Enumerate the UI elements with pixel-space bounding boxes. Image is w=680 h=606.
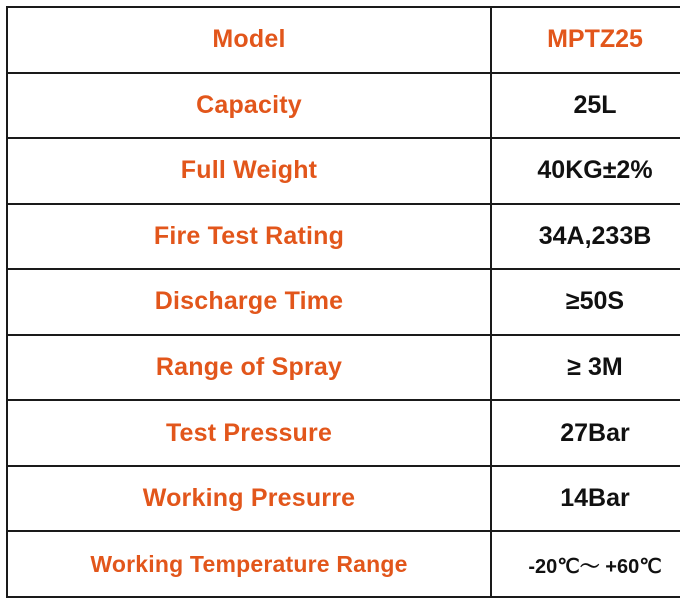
- table-row: [7, 400, 680, 466]
- table-row: [7, 138, 680, 204]
- row-label-test-pressure: Test Pressure: [7, 400, 491, 466]
- row-value-capacity: 25L: [491, 73, 680, 139]
- table-header-row: [7, 7, 680, 73]
- row-value-fire-test-rating: 34A,233B: [491, 204, 680, 270]
- row-label-discharge-time: Discharge Time: [7, 269, 491, 335]
- table-body: [7, 7, 680, 597]
- row-value-test-pressure: 27Bar: [491, 400, 680, 466]
- row-label-full-weight: Full Weight: [7, 138, 491, 204]
- row-value-working-pressure: 14Bar: [491, 466, 680, 532]
- row-value-range-of-spray: ≥ 3M: [491, 335, 680, 401]
- row-label-working-pressure: Working Presurre: [7, 466, 491, 532]
- table-header-label: Model: [7, 7, 491, 73]
- table-row: [7, 335, 680, 401]
- row-value-working-temperature-range: -20℃～ +60℃: [491, 531, 680, 597]
- table-row: [7, 73, 680, 139]
- table-row: [7, 466, 680, 532]
- table-row: [7, 531, 680, 597]
- row-value-discharge-time: ≥50S: [491, 269, 680, 335]
- specification-table: [6, 6, 680, 598]
- row-label-capacity: Capacity: [7, 73, 491, 139]
- table-header-value: MPTZ25: [491, 7, 680, 73]
- table-row: [7, 204, 680, 270]
- row-label-working-temperature-range: Working Temperature Range: [7, 531, 491, 597]
- row-label-range-of-spray: Range of Spray: [7, 335, 491, 401]
- row-label-fire-test-rating: Fire Test Rating: [7, 204, 491, 270]
- table-row: [7, 269, 680, 335]
- row-value-full-weight: 40KG±2%: [491, 138, 680, 204]
